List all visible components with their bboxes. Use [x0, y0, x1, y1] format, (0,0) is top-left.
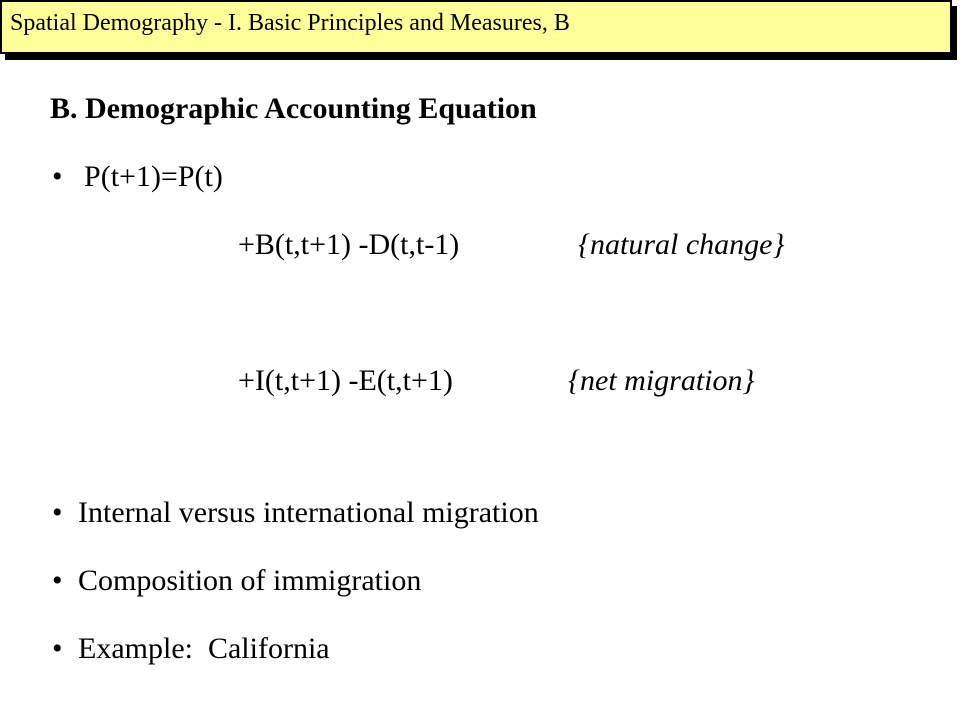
bullet-icon: •: [52, 160, 63, 193]
bullet-text: Internal versus international migration: [78, 496, 539, 529]
natural-change-note: {natural change}: [578, 228, 785, 261]
equation-line-1: P(t+1)=P(t): [84, 160, 223, 193]
net-migration-note: {net migration}: [568, 364, 755, 397]
bullet-text: Composition of immigration: [78, 564, 422, 597]
equation-bullet: [52, 160, 223, 194]
bullet-item-immigration-composition: [52, 564, 421, 598]
section-heading: B. Demographic Accounting Equation: [50, 92, 537, 125]
bullet-item-internal-migration: [52, 496, 539, 530]
slide-header-title: Spatial Demography - I. Basic Principles and Measures, B: [10, 10, 570, 36]
bullet-icon: •: [52, 496, 63, 529]
equation-line-3: +I(t,t+1) -E(t,t+1): [238, 364, 453, 397]
bullet-item-example-california: [52, 632, 330, 666]
slide-header-bar: [0, 0, 952, 54]
bullet-icon: •: [52, 564, 63, 597]
bullet-text: Example: California: [78, 632, 330, 665]
equation-line-2: +B(t,t+1) -D(t,t-1): [238, 228, 460, 261]
bullet-icon: •: [52, 632, 63, 665]
